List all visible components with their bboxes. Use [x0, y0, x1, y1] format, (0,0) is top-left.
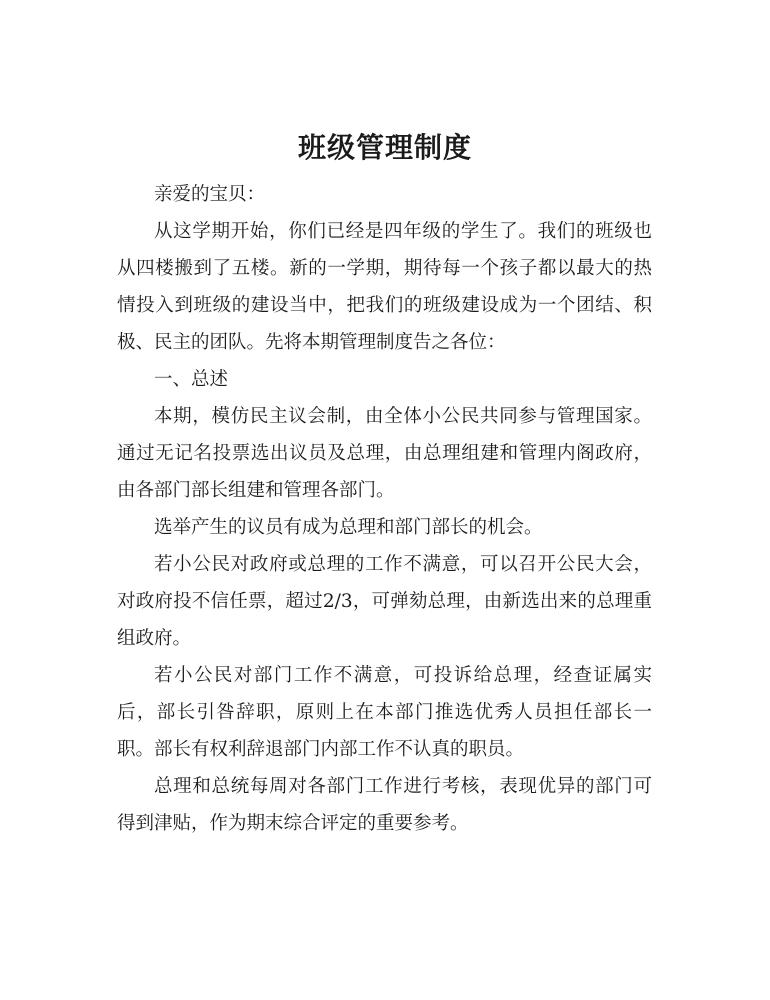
impeachment-paragraph: 若小公民对政府或总理的工作不满意，可以召开公民大会，对政府投不信任票，超过2/3，可弹劾总理，由新选出来的总理重组政府。	[117, 554, 652, 649]
complaint-paragraph: 若小公民对部门工作不满意，可投诉给总理，经查证属实后，部长引咎辞职，原则上在本部门推选优秀人员担任部长一职。部长有权利辞退部门内部工作不认真的职员。	[117, 665, 652, 760]
intro-paragraph: 从这学期开始，你们已经是四年级的学生了。我们的班级也从四楼搬到了五楼。新的一学期，期待每一个孩子都以最大的热情投入到班级的建设当中，把我们的班级建设成为一个团结、积极、民主的团队。先将本期管理制度告之各位：	[117, 221, 652, 353]
document-title: 班级管理制度	[297, 131, 472, 164]
document-body	[117, 176, 652, 842]
greeting-paragraph: 亲爱的宝贝：	[154, 184, 266, 205]
election-paragraph: 选举产生的议员有成为总理和部门部长的机会。	[154, 517, 543, 538]
section-heading-overview: 一、总述	[154, 369, 229, 390]
assessment-paragraph: 总理和总统每周对各部门工作进行考核，表现优异的部门可得到津贴，作为期末综合评定的重要参考。	[117, 776, 652, 834]
overview-paragraph: 本期，模仿民主议会制，由全体小公民共同参与管理国家。通过无记名投票选出议员及总理，由总理组建和管理内阁政府，由各部门部长组建和管理各部门。	[117, 406, 652, 501]
